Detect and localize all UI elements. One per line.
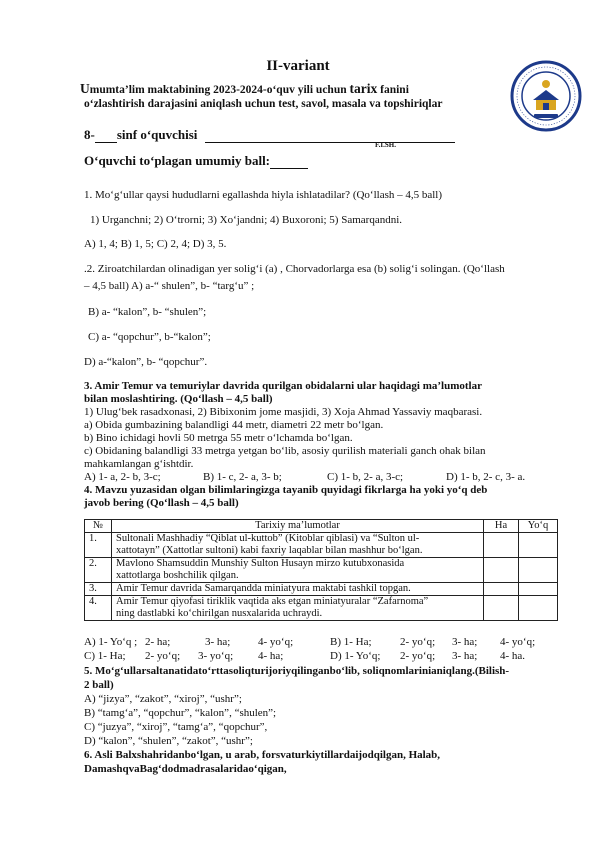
row-text: Mavlono Shamsuddin Munshiy Sulton Husayn mirzo kutubxonasida xattotlarga boshchilik qilgan. [112,558,484,583]
row-number: 1. [85,533,112,558]
q2-option-d: D) a-“kalon”, b- “qopchur”. [84,356,208,368]
q4-answer-a4: 4- yo‘q; [258,636,294,648]
class-field[interactable]: 8- sinf o‘quvchisi [84,127,455,143]
row-number: 3. [85,583,112,596]
no-cell[interactable] [519,558,558,583]
q5-option-a: A) “jizya”, “zakot”, “xiroj”, “ushr”; [84,693,242,705]
row-number: 2. [85,558,112,583]
q4-answer-b1: B) 1- Ha; [330,636,372,648]
row-text: Amir Temur qiyofasi tiriklik vaqtida aks etgan miniatyuralar “Zafarnoma” ning dastlabki ko‘chirilgan nusxalarida uchraydi. [112,596,484,621]
q3-items: 1) Ulug‘bek rasadxonasi, 2) Bibixonim jome masjidi, 3) Xoja Ahmad Yassaviy maqbarasi. [84,406,483,418]
q3-title-line-2: bilan moslashtiring. (Qo‘llash – 4,5 ball) [84,393,273,405]
q4-answer-c1: C) 1- Ha; [84,650,126,662]
q4-answer-b2: 2- yo‘q; [400,636,436,648]
table-row [85,558,558,583]
q3-title-line-1: 3. Amir Temur va temuriylar davrida qurilgan obidalarni ular haqidagi ma’lumotlar [84,380,482,392]
q5-option-b: B) “tamg‘a”, “qopchur”, “kalon”, “shulen”; [84,707,277,719]
q4-answer-a1: A) 1- Yo‘q ; [84,636,138,648]
q5-option-c: C) “juzya”, “xiroj”, “tamg‘a”, “qopchur”, [84,721,268,733]
q4-answer-d1: D) 1- Yo‘q; [330,650,381,662]
score-field[interactable]: O‘quvchi to‘plagan umumiy ball: [84,153,308,169]
q3-info-c-line-1: c) Obidaning balandligi 33 metrga yetgan bo‘lib, asosiy qurilish materiali ganch ohak bilan [84,445,486,457]
school-emblem-icon [510,60,582,132]
yes-cell[interactable] [484,533,519,558]
yes-cell[interactable] [484,558,519,583]
table-row [85,583,558,596]
q4-title-line-1: 4. Mavzu yuzasidan olgan bilimlaringizga tayanib quyidagi fikrlarga ha yoki yo‘q deb [84,484,488,496]
yes-cell[interactable] [484,596,519,621]
row-text: Amir Temur davrida Samarqandda miniatyura maktabi tashkil topgan. [112,583,484,596]
q3-answer-c: C) 1- b, 2- a, 3-c; [327,471,404,483]
q4-answer-d2: 2- yo‘q; [400,650,436,662]
table-header-yes: Ha [484,520,519,533]
q4-answer-d4: 4- ha. [500,650,526,662]
no-cell[interactable] [519,583,558,596]
q4-answer-a3: 3- ha; [205,636,231,648]
yes-cell[interactable] [484,583,519,596]
q4-title-line-2: javob bering (Qo‘llash – 4,5 ball) [84,497,239,509]
q3-info-c-line-2: mahkamlangan g‘ishtdir. [84,458,194,470]
q2-question-line-2: – 4,5 ball) A) a-“ shulen”, b- “targ‘u” ; [84,280,255,292]
no-cell[interactable] [519,596,558,621]
table-header-info: Tarixiy ma’lumotlar [112,520,484,533]
q4-answer-d3: 3- ha; [452,650,478,662]
table-row [85,533,558,558]
q5-title-line-2: 2 ball) [84,679,114,691]
q1-options: 1) Urganchni; 2) O‘trorni; 3) Xo‘jandni; 4) Buxoroni; 5) Samarqandni. [90,214,403,226]
header-line-1: Umumta’lim maktabining 2023-2024-o‘quv yili uchun tarix fanini [80,81,409,96]
q1-question: 1. Mo‘g‘ullar qaysi hududlarni egallashda hiyla ishlatadilar? (Qo‘llash – 4,5 ball) [84,189,443,201]
variant-title: II-variant [266,58,330,74]
q4-answer-c4: 4- ha; [258,650,284,662]
q4-answer-b3: 3- ha; [452,636,478,648]
q1-answers: A) 1, 4; B) 1, 5; C) 2, 4; D) 3, 5. [84,238,227,250]
header-line-2: o‘zlashtirish darajasini aniqlash uchun test, savol, masala va topshiriqlar [84,98,443,110]
q2-option-b: B) a- “kalon”, b- “shulen”; [88,306,207,318]
q5-title-line-1: 5. Mo‘g‘ullarsaltanatidato‘rttasoliqturijoriyqilinganbo‘lib, soliqnomlarinianiqlang.(Bilish- [84,665,510,677]
no-cell[interactable] [519,533,558,558]
q3-answer-b: B) 1- c, 2- a, 3- b; [203,471,282,483]
q3-answer-a: A) 1- a, 2- b, 3-c; [84,471,161,483]
q2-option-c: C) a- “qopchur”, b-“kalon”; [88,331,211,343]
q6-line-2: DamashqvaBag‘dodmadrasalaridao‘qigan, [84,763,287,775]
q6-line-1: 6. Asli Balxshahridanbo‘lgan, u arab, forsvaturkiytillardaijodqilgan, Halab, [84,749,441,761]
q5-option-d: D) “kalon”, “shulen”, “zakot”, “ushr”; [84,735,253,747]
row-text: Sultonali Mashhadiy “Qiblat ul-kuttob” (Kitoblar qiblasi) va “Sulton ul- xattotayn” (Xattotlar sultoni) kabi faxriy laqablar bilan mashhur bo‘lgan. [112,533,484,558]
fish-label: F.I.SH. [375,141,396,149]
q4-answer-c2: 2- yo‘q; [145,650,181,662]
q3-info-a: a) Obida gumbazining balandligi 44 metr, diametri 22 metr bo‘lgan. [84,419,384,431]
q3-answer-d: D) 1- b, 2- c, 3- a. [446,471,526,483]
row-number: 4. [85,596,112,621]
q4-answer-a2: 2- ha; [145,636,171,648]
q3-info-b: b) Bino ichidagi hovli 50 metrga 55 metr o‘lchamda bo‘lgan. [84,432,353,444]
q2-question-line-1: .2. Ziroatchilardan olinadigan yer solig‘i (a) , Chorvadorlarga esa (b) solig‘i solingan. (Qo‘llash [84,263,505,275]
table-header-number: № [85,520,112,533]
table-row [85,596,558,621]
table-header-row [85,520,558,533]
table-header-no: Yo‘q [519,520,558,533]
q4-answer-c3: 3- yo‘q; [198,650,234,662]
q4-table [84,519,558,621]
q4-answer-b4: 4- yo‘q; [500,636,536,648]
